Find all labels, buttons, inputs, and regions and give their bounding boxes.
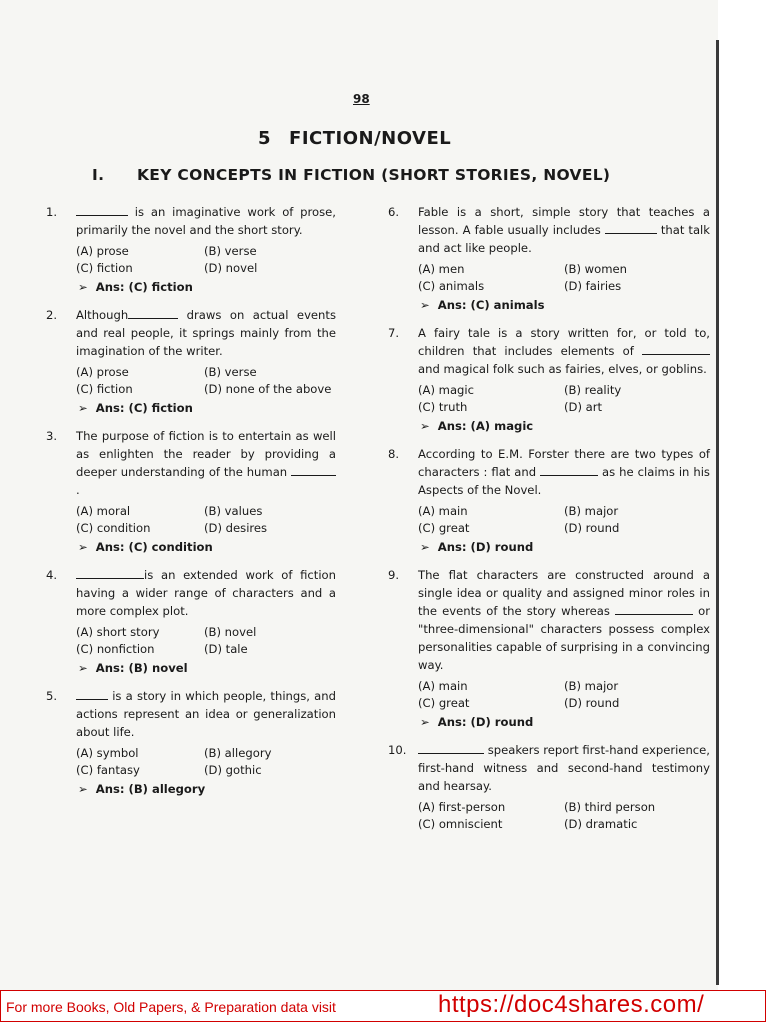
option-b: (B) allegory [204,746,272,760]
arrow-bullet-icon: ➢ [78,280,88,294]
option-a: (A) main [418,504,468,518]
question-item [46,203,336,296]
stem-text-before: The flat characters are constructed around a single idea or quality and assigned minor roles in the events of the story whereas [418,568,710,618]
option-c: (C) fiction [76,261,133,275]
answer-line [76,538,336,556]
question-stem [76,566,336,620]
answer-text: Ans: (A) magic [437,419,534,433]
answer-line [76,278,336,296]
question-stem [418,566,710,674]
answer-blank [76,688,108,700]
option-b: (B) verse [204,244,257,258]
answer-text: Ans: (C) fiction [95,280,193,294]
option-c: (C) truth [418,400,468,414]
stem-text-before: A fairy tale is a story written for, or told to, children that includes elements of [418,326,710,358]
option-d: (D) none of the above [204,382,332,396]
question-item [46,306,336,417]
answer-text: Ans: (D) round [437,715,534,729]
question-item [46,566,336,677]
options-grid [418,678,710,712]
option-d: (D) desires [204,521,268,535]
question-stem [76,427,336,499]
question-stem [418,445,710,499]
question-number: 5. [46,689,58,703]
option-a: (A) symbol [76,746,139,760]
chapter-number: 5 [258,128,272,149]
options-grid [76,243,336,277]
arrow-bullet-icon: ➢ [78,661,88,675]
option-b: (B) third person [564,800,656,814]
arrow-bullet-icon: ➢ [78,540,88,554]
page-edge-shadow [716,40,719,985]
stem-text-before: Fable is a short, simple story that teaches a lesson. A fable usually includes [418,205,710,237]
options-grid [418,503,710,537]
question-number: 3. [46,429,58,443]
answer-text: Ans: (C) animals [437,298,545,312]
arrow-bullet-icon: ➢ [78,782,88,796]
options-grid [76,503,336,537]
question-item [388,445,710,556]
question-item [388,324,710,435]
answer-blank [291,464,336,476]
option-a: (A) short story [76,625,160,639]
answer-blank [76,567,144,579]
option-d: (D) gothic [204,763,262,777]
footer-text: For more Books, Old Papers, & Preparation data visit [6,999,336,1015]
question-item [46,687,336,798]
right-column [388,203,710,843]
left-column [46,203,336,808]
option-a: (A) prose [76,244,129,258]
option-a: (A) first-person [418,800,506,814]
stem-text-before: According to E.M. Forster there are two types of characters : flat and [418,447,710,479]
answer-line [76,659,336,677]
answer-text: Ans: (B) novel [95,661,188,675]
option-b: (B) novel [204,625,257,639]
answer-blank [418,742,484,754]
question-stem [76,306,336,360]
answer-blank [76,204,128,216]
answer-text: Ans: (C) condition [95,540,213,554]
arrow-bullet-icon: ➢ [78,401,88,415]
question-number: 2. [46,308,58,322]
option-d: (D) fairies [564,279,622,293]
answer-line [76,399,336,417]
stem-text-after: as he claims in his Aspects of the Novel. [418,465,710,497]
options-grid [76,745,336,779]
answer-text: Ans: (B) allegory [95,782,206,796]
option-a: (A) magic [418,383,475,397]
stem-text-after: is an extended work of fiction having a wider range of characters and a more complex plot. [76,568,336,618]
question-number: 4. [46,568,58,582]
stem-text-after: draws on actual events and real people, it springs mainly from the imagination of the writer. [76,308,336,358]
option-b: (B) reality [564,383,622,397]
answer-blank [642,343,710,355]
answer-blank [605,222,657,234]
question-number: 7. [388,326,400,340]
question-stem [76,203,336,239]
answer-text: Ans: (C) fiction [95,401,193,415]
option-c: (C) omniscient [418,817,503,831]
option-c: (C) animals [418,279,485,293]
option-c: (C) fiction [76,382,133,396]
arrow-bullet-icon: ➢ [420,419,430,433]
option-d: (D) tale [204,642,248,656]
option-d: (D) round [564,696,620,710]
options-grid [418,261,710,295]
question-stem [418,741,710,795]
chapter-title: FICTION/NOVEL [289,128,452,149]
question-number: 6. [388,205,400,219]
option-a: (A) main [418,679,468,693]
answer-blank [540,464,598,476]
question-stem [418,203,710,257]
option-a: (A) moral [76,504,131,518]
stem-text-after: . [76,483,80,497]
question-number: 1. [46,205,58,219]
arrow-bullet-icon: ➢ [420,540,430,554]
option-a: (A) men [418,262,465,276]
question-item [46,427,336,556]
section-number: I. [92,166,105,184]
stem-text-after: is a story in which people, things, and actions represent an idea or generalization about life. [76,689,336,739]
answer-blank [128,307,178,319]
option-d: (D) art [564,400,603,414]
arrow-bullet-icon: ➢ [420,715,430,729]
option-d: (D) round [564,521,620,535]
option-c: (C) great [418,696,470,710]
option-d: (D) dramatic [564,817,638,831]
option-b: (B) major [564,504,619,518]
stem-text-after: that talk and act like people. [418,223,710,255]
option-b: (B) verse [204,365,257,379]
question-number: 10. [388,743,407,757]
answer-blank [615,603,693,615]
answer-line [418,713,710,731]
question-stem [76,687,336,741]
option-b: (B) major [564,679,619,693]
stem-text-after: and magical folk such as fairies, elves, or goblins. [418,362,707,376]
stem-text-after: speakers report first-hand experience, first-hand witness and second-hand testimony and hearsay. [418,743,710,793]
stem-text-before: The purpose of fiction is to entertain as well as enlighten the reader by providing a deeper understanding of the human [76,429,336,479]
stem-text-after: or "three-dimensional" characters possess complex personalities capable of surprising in a convincing way. [418,604,711,672]
question-item [388,566,710,731]
answer-line [418,538,710,556]
arrow-bullet-icon: ➢ [420,298,430,312]
question-item [388,741,710,833]
question-item [388,203,710,314]
options-grid [76,364,336,398]
footer-banner [0,990,766,1022]
question-number: 8. [388,447,400,461]
option-d: (D) novel [204,261,258,275]
option-c: (C) great [418,521,470,535]
stem-text-before: Although [76,308,129,322]
section-title: KEY CONCEPTS IN FICTION (SHORT STORIES, NOVEL) [137,166,611,184]
option-c: (C) condition [76,521,151,535]
page-number: 98 [353,92,370,106]
option-b: (B) values [204,504,263,518]
answer-line [418,417,710,435]
chapter-heading [258,128,451,149]
question-stem [418,324,710,378]
option-a: (A) prose [76,365,129,379]
section-heading [92,166,610,184]
option-c: (C) fantasy [76,763,140,777]
answer-line [418,296,710,314]
footer-link[interactable]: https://doc4shares.com/ [438,991,705,1018]
answer-line [76,780,336,798]
option-c: (C) nonfiction [76,642,155,656]
stem-text-after: is an imaginative work of prose, primarily the novel and the short story. [76,205,336,237]
options-grid [418,382,710,416]
options-grid [418,799,710,833]
answer-text: Ans: (D) round [437,540,534,554]
question-number: 9. [388,568,400,582]
options-grid [76,624,336,658]
option-b: (B) women [564,262,628,276]
